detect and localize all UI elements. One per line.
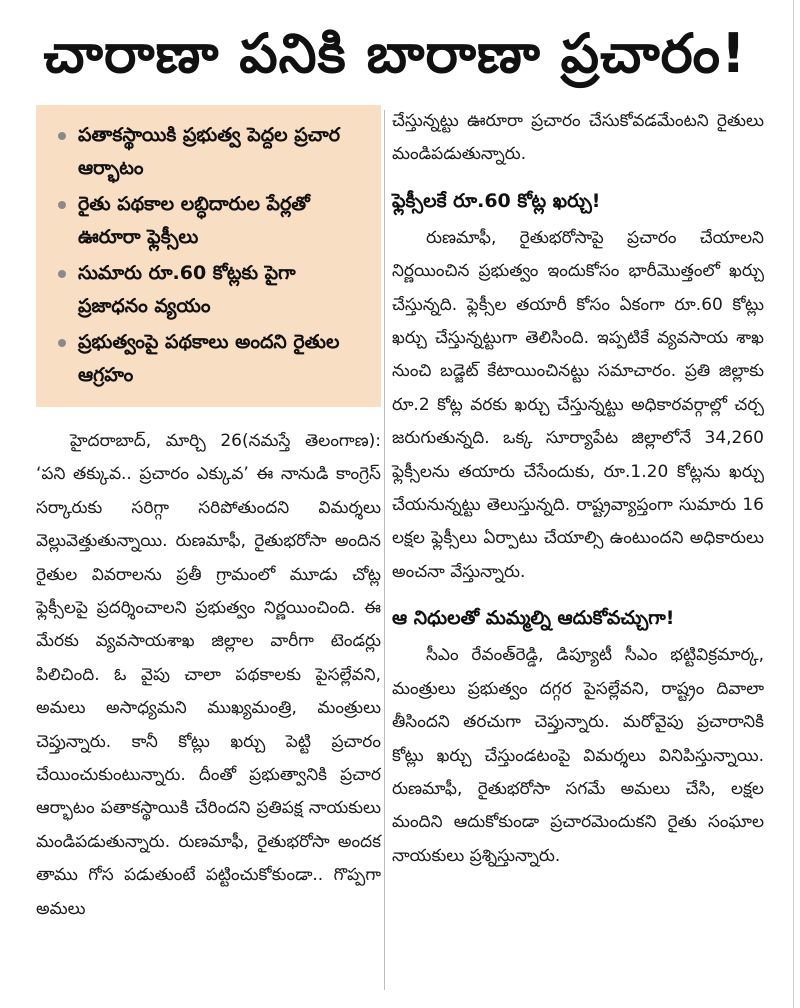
highlights-box	[36, 105, 381, 407]
highlight-text: రైతు పథకాల లబ్ధిదారుల పేర్లతో ఊరూరా ఫ్లెక్సీలు	[78, 193, 310, 248]
paragraph-farmers-demand: సీఎం రేవంత్‌రెడ్డి, డిప్యూటీ సీఎం భట్టివిక్రమార్క, మంత్రులు ప్రభుత్వం దగ్గర పైసల్లేవని, రాష్ట్రం దివాలా తీసిందని తరచుగా చెప్తున్నారు. మరోవైపు ప్రచారానికి కోట్లు ఖర్చు చేస్తుండటంపై విమర్శలు వినిపిస్తున్నాయి. రుణమాఫీ, రైతుభరోసా సగమే అమలు చేసి, లక్షల మందిని ఆదుకోకుండా ప్రచారమెందుకని రైతు సంఘాల నాయకులు ప్రశ్నిస్తున్నారు.	[392, 645, 764, 866]
headline: చారాణా పనికి బారాణా ప్రచారం!	[43, 22, 747, 85]
column-divider	[384, 110, 385, 990]
bullet-icon	[58, 132, 66, 140]
page-edge-line	[793, 0, 794, 1008]
highlight-text: సుమారు రూ.60 కోట్లకు పైగా ప్రజాధనం వ్యయం	[78, 262, 296, 317]
subheading-farmers-demand: ఆ నిధులతో మమ్మల్ని ఆదుకోవచ్చుగా!	[392, 607, 675, 630]
highlight-item	[58, 188, 367, 254]
bullet-icon	[58, 201, 66, 209]
highlight-item	[58, 119, 367, 185]
highlight-item	[58, 326, 367, 392]
left-column	[36, 105, 381, 926]
highlight-text: ప్రభుత్వంపై పథకాలు అందని రైతుల ఆగ్రహం	[78, 331, 340, 386]
highlight-item	[58, 257, 367, 323]
bullet-icon	[58, 339, 66, 347]
right-column	[392, 105, 764, 873]
highlight-text: పతాకస్థాయికి ప్రభుత్వ పెద్దల ప్రచార ఆర్భాటం	[78, 124, 340, 179]
article-continuation: చేస్తున్నట్టు ఊరూరా ప్రచారం చేసుకోవడమేంటని రైతులు మండిపడుతున్నారు.	[392, 111, 764, 165]
paragraph-flex-cost: రుణమాఫీ, రైతుభరోసాపై ప్రచారం చేయాలని నిర్ణయించిన ప్రభుత్వం ఇందుకోసం భారీమొత్తంలో ఖర్చు చేస్తున్నది. ఫ్లెక్సీల తయారీ కోసం ఏకంగా రూ.60 కోట్లు ఖర్చు చేస్తున్నట్టుగా తెలిసింది. ఇప్పటికే వ్యవసాయ శాఖ నుంచి బడ్జెట్ కేటాయించినట్టు సమాచారం. ప్రతి జిల్లాకు రూ.2 కోట్ల వరకు ఖర్చు చేస్తున్నట్టు అధికారవర్గాల్లో చర్చ జరుగుతున్నది. ఒక్క సూర్యాపేట జిల్లాలోనే 34,260 ఫ్లెక్సీలను తయారు చేసేందుకు, రూ.1.20 కోట్లను ఖర్చు చేయనున్నట్టు తెలుస్తున్నది. రాష్ట్రవ్యాప్తంగా సుమారు 16 లక్షల ఫ్లెక్సీలు ఏర్పాటు చేయాల్సి ఉంటుందని అధికారులు అంచనా వేస్తున్నారు.	[392, 227, 764, 582]
article-lead-paragraph: హైదరాబాద్, మార్చి 26(నమస్తే తెలంగాణ): ‘పని తక్కువ.. ప్రచారం ఎక్కువ’ ఈ నానుడి కాంగ్రెస్ సర్కారుకు సరిగ్గా సరిపోతుందని విమర్శలు వెల్లువెత్తుతున్నాయి. రుణమాఫీ, రైతుభరోసా అందిన రైతుల వివరాలను ప్రతీ గ్రామంలో మూడు చోట్ల ఫ్లెక్సీలపై ప్రదర్శించాలని ప్రభుత్వం నిర్ణయించింది. ఈ మేరకు వ్యవసాయశాఖ జిల్లాల వారీగా టెండర్లు పిలిచింది. ఓ వైపు చాలా పథకాలకు పైసల్లేవని, అమలు అసాధ్యమని ముఖ్యమంత్రి, మంత్రులు చెప్తున్నారు. కానీ కోట్లు ఖర్చు పెట్టి ప్రచారం చేయించుకుంటున్నారు. దీంతో ప్రభుత్వానికి ప్రచార ఆర్భాటం పతాకస్థాయికి చేరిందని ప్రతిపక్ష నాయకులు మండిపడుతున్నారు. రుణమాఫీ, రైతుభరోసా అందక తాము గోస పడుతుంటే పట్టించుకోకుండా.. గొప్పగా అమలు	[36, 431, 381, 919]
subheading-flex-cost: ఫ్లెక్సీలకే రూ.60 కోట్ల ఖర్చు!	[392, 189, 601, 212]
bullet-icon	[58, 270, 66, 278]
